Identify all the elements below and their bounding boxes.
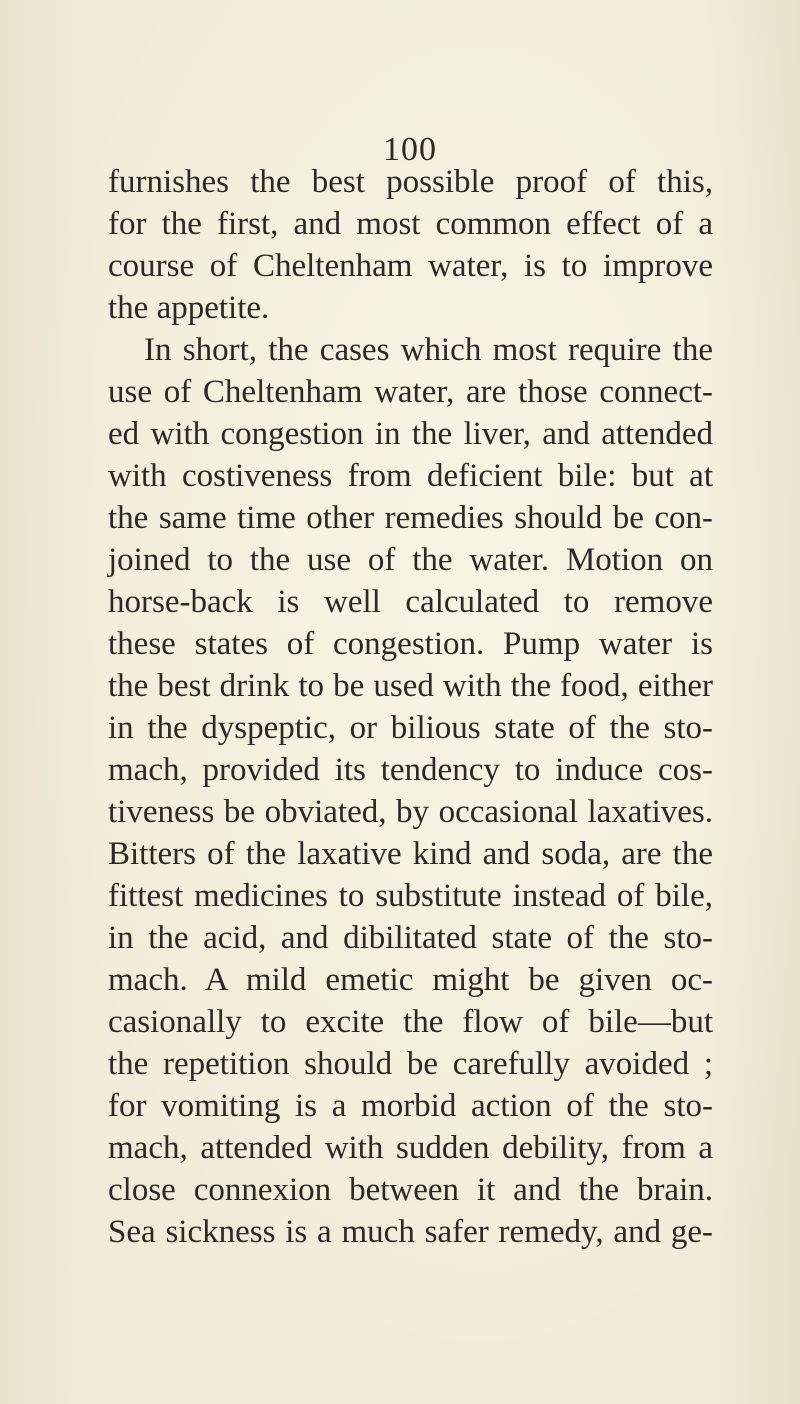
text-line: these states of congestion. Pump water is	[108, 626, 713, 662]
text-line: furnishes the best possible proof of this,	[108, 164, 713, 200]
text-line: use of Cheltenham water, are those connect-	[108, 374, 713, 410]
text-line: course of Cheltenham water, is to improve	[108, 248, 713, 284]
text-line: mach, provided its tendency to induce cos-	[108, 752, 713, 788]
text-line: with costiveness from deficient bile: but at	[108, 458, 713, 494]
text-line: for vomiting is a morbid action of the sto-	[108, 1088, 713, 1124]
text-line: mach, attended with sudden debility, from a	[108, 1130, 713, 1166]
text-line: In short, the cases which most require the	[144, 332, 713, 368]
text-line: fittest medicines to substitute instead of bile,	[108, 878, 713, 914]
text-line: casionally to excite the flow of bile—but	[108, 1004, 713, 1040]
text-line: the appetite.	[108, 290, 270, 326]
text-line: the same time other remedies should be con-	[108, 500, 713, 536]
text-line: tiveness be obviated, by occasional laxatives.	[108, 794, 713, 830]
text-line: Sea sickness is a much safer remedy, and ge-	[108, 1214, 713, 1250]
text-line: in the acid, and dibilitated state of the sto-	[108, 920, 713, 956]
body-text	[108, 161, 713, 1253]
page-number: 100	[383, 131, 437, 168]
text-line: mach. A mild emetic might be given oc-	[108, 962, 713, 998]
text-line: the repetition should be carefully avoided ;	[108, 1046, 713, 1082]
text-line: joined to the use of the water. Motion on	[108, 542, 713, 578]
text-line: in the dyspeptic, or bilious state of the sto-	[108, 710, 713, 746]
text-line: for the first, and most common effect of a	[108, 206, 713, 242]
text-line: Bitters of the laxative kind and soda, are the	[108, 836, 713, 872]
text-line: the best drink to be used with the food, either	[108, 668, 713, 704]
text-line: close connexion between it and the brain.	[108, 1172, 713, 1208]
text-line: ed with congestion in the liver, and attended	[108, 416, 713, 452]
text-line: horse-back is well calculated to remove	[108, 584, 713, 620]
